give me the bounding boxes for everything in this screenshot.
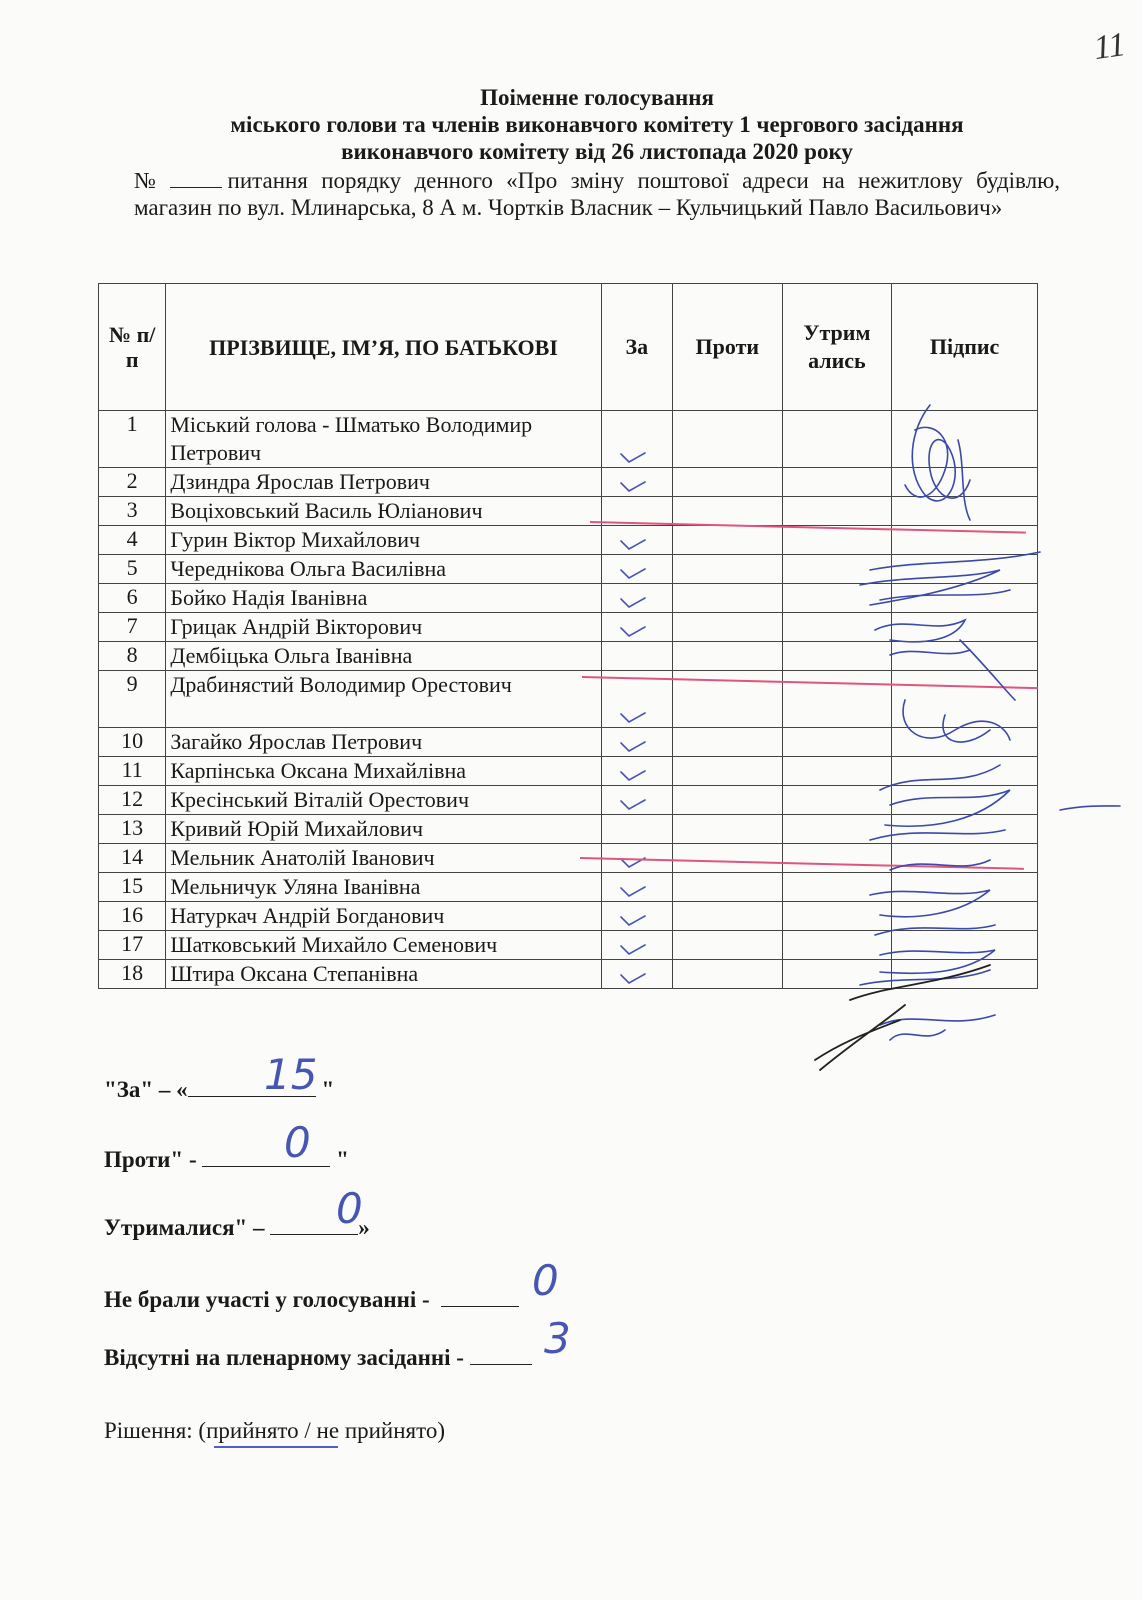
header-abstain: Утрим ались [782, 284, 892, 411]
vote-abstain-cell [782, 497, 892, 526]
table-row [99, 411, 1038, 468]
checkmark-icon [620, 711, 646, 723]
checkmark-icon [620, 567, 646, 579]
row-number: 5 [99, 555, 166, 584]
signature-cell [892, 613, 1038, 642]
signature-cell [892, 786, 1038, 815]
vote-abstain-cell [782, 815, 892, 844]
signature-cell [892, 642, 1038, 671]
totals-against-close: " [330, 1147, 349, 1172]
checkmark-icon [620, 480, 646, 492]
totals-absent-value: 3 [544, 1314, 571, 1363]
agenda-number-blank [170, 169, 222, 188]
vote-against-cell [673, 411, 783, 468]
member-name: Мельничук Уляна Іванівна [166, 873, 601, 902]
vote-for-cell [601, 526, 672, 555]
totals-for [104, 1050, 335, 1103]
totals-abstain-value: 0 [336, 1184, 363, 1233]
signature-cell [892, 931, 1038, 960]
member-name: Шатковський Михайло Семенович [166, 931, 601, 960]
member-name: Загайко Ярослав Петрович [166, 728, 601, 757]
signature-cell [892, 555, 1038, 584]
row-number: 18 [99, 960, 166, 989]
totals-against-line [202, 1146, 330, 1167]
totals-for-value: 15 [264, 1050, 318, 1099]
vote-for-cell [601, 815, 672, 844]
signature-cell [892, 584, 1038, 613]
totals-against-value: 0 [284, 1118, 311, 1167]
vote-abstain-cell [782, 931, 892, 960]
totals-absent-label: Відсутні на пленарному засіданні - [104, 1345, 464, 1370]
table-row [99, 815, 1038, 844]
totals-against [104, 1118, 349, 1173]
member-name: Кривий Юрій Михайлович [166, 815, 601, 844]
vote-against-cell [673, 555, 783, 584]
vote-abstain-cell [782, 613, 892, 642]
vote-abstain-cell [782, 960, 892, 989]
totals-abstain-label: Утрималися" – [104, 1215, 265, 1240]
vote-against-cell [673, 960, 783, 989]
checkmark-icon [620, 451, 646, 463]
table-row [99, 613, 1038, 642]
member-name: Драбинястий Володимир Орестович [166, 671, 601, 728]
vote-against-cell [673, 497, 783, 526]
vote-against-cell [673, 642, 783, 671]
vote-for-cell [601, 468, 672, 497]
signature-cell [892, 873, 1038, 902]
row-number: 10 [99, 728, 166, 757]
row-number: 16 [99, 902, 166, 931]
header-for: За [601, 284, 672, 411]
vote-against-cell [673, 584, 783, 613]
row-number: 2 [99, 468, 166, 497]
row-number: 1 [99, 411, 166, 468]
totals-for-label: "За" – « [104, 1077, 188, 1102]
row-number: 17 [99, 931, 166, 960]
checkmark-icon [620, 798, 646, 810]
table-row [99, 786, 1038, 815]
vote-for-cell [601, 960, 672, 989]
table-row [99, 584, 1038, 613]
vote-against-cell [673, 902, 783, 931]
vote-abstain-cell [782, 411, 892, 468]
signature-cell [892, 497, 1038, 526]
member-name: Кресінський Віталій Орестович [166, 786, 601, 815]
vote-abstain-cell [782, 757, 892, 786]
row-number: 13 [99, 815, 166, 844]
vote-abstain-cell [782, 786, 892, 815]
vote-abstain-cell [782, 873, 892, 902]
totals-not-voted-line [441, 1286, 519, 1307]
vote-abstain-cell [782, 642, 892, 671]
header-name: ПРІЗВИЩЕ, ІМ’Я, ПО БАТЬКОВІ [166, 284, 601, 411]
signature-cell [892, 757, 1038, 786]
row-number: 8 [99, 642, 166, 671]
table-row [99, 960, 1038, 989]
checkmark-icon [620, 769, 646, 781]
member-name: Воціховський Василь Юліанович [166, 497, 601, 526]
vote-abstain-cell [782, 584, 892, 613]
totals-abstain [104, 1184, 370, 1241]
vote-abstain-cell [782, 902, 892, 931]
checkmark-icon [620, 538, 646, 550]
table-header-row [99, 284, 1038, 411]
member-name: Бойко Надія Іванівна [166, 584, 601, 613]
vote-abstain-cell [782, 555, 892, 584]
vote-for-cell [601, 902, 672, 931]
member-name: Грицак Андрій Вікторович [166, 613, 601, 642]
vote-for-cell [601, 757, 672, 786]
checkmark-icon [620, 972, 646, 984]
vote-against-cell [673, 844, 783, 873]
agenda-text: питання порядку денного «Про зміну поштової адреси на нежитлову будівлю, магазин по вул. Млинарська, 8 А м. Чортків Власник – Кульчицький Павло Васильович» [134, 168, 1061, 220]
checkmark-icon [620, 943, 646, 955]
document-header [134, 84, 1060, 221]
decision-underline [214, 1446, 338, 1448]
checkmark-icon [620, 740, 646, 752]
agenda-number-sign: № [134, 168, 164, 193]
vote-abstain-cell [782, 468, 892, 497]
table-row [99, 902, 1038, 931]
totals-abstain-close: » [358, 1215, 370, 1240]
table-row [99, 873, 1038, 902]
member-name: Череднікова Ольга Василівна [166, 555, 601, 584]
title-line-2: міського голови та членів виконавчого комітету 1 чергового засідання [230, 112, 964, 137]
table-row [99, 728, 1038, 757]
member-name: Міський голова - Шматько Володимир Петрович [166, 411, 601, 468]
vote-for-cell [601, 584, 672, 613]
vote-against-cell [673, 757, 783, 786]
row-number: 9 [99, 671, 166, 728]
member-name: Карпінська Оксана Михайлівна [166, 757, 601, 786]
title-line-1: Поіменне голосування [480, 85, 714, 110]
vote-against-cell [673, 728, 783, 757]
vote-for-cell [601, 555, 672, 584]
table-row [99, 844, 1038, 873]
vote-against-cell [673, 873, 783, 902]
signature-cell [892, 960, 1038, 989]
vote-against-cell [673, 931, 783, 960]
totals-absent [104, 1314, 571, 1371]
agenda-item [134, 167, 1060, 221]
header-against: Проти [673, 284, 783, 411]
table-row [99, 468, 1038, 497]
vote-for-cell [601, 613, 672, 642]
header-num: № п/п [99, 284, 166, 411]
title-line-3: виконавчого комітету від 26 листопада 2020 року [341, 139, 853, 164]
vote-abstain-cell [782, 844, 892, 873]
table-row [99, 555, 1038, 584]
row-number: 11 [99, 757, 166, 786]
checkmark-icon [620, 914, 646, 926]
vote-abstain-cell [782, 728, 892, 757]
table-row [99, 757, 1038, 786]
member-name: Мельник Анатолій Іванович [166, 844, 601, 873]
signature-cell [892, 411, 1038, 468]
vote-against-cell [673, 526, 783, 555]
row-number: 14 [99, 844, 166, 873]
page-mark: 11 [1091, 25, 1128, 68]
totals-not-voted-value: 0 [532, 1256, 559, 1305]
vote-against-cell [673, 613, 783, 642]
vote-against-cell [673, 815, 783, 844]
table-row [99, 931, 1038, 960]
vote-against-cell [673, 786, 783, 815]
vote-for-cell [601, 873, 672, 902]
vote-against-cell [673, 468, 783, 497]
header-signature: Підпис [892, 284, 1038, 411]
totals-absent-line [470, 1344, 532, 1365]
signature-cell [892, 902, 1038, 931]
signature-cell [892, 815, 1038, 844]
signature-cell [892, 671, 1038, 728]
vote-for-cell [601, 642, 672, 671]
table-row [99, 642, 1038, 671]
row-number: 4 [99, 526, 166, 555]
table-row [99, 671, 1038, 728]
member-name: Гурин Віктор Михайлович [166, 526, 601, 555]
member-name: Дзиндра Ярослав Петрович [166, 468, 601, 497]
vote-for-cell [601, 786, 672, 815]
member-name: Штира Оксана Степанівна [166, 960, 601, 989]
signature-cell [892, 728, 1038, 757]
totals-not-voted [104, 1256, 559, 1313]
row-number: 6 [99, 584, 166, 613]
checkmark-icon [620, 885, 646, 897]
decision-text: Рішення: (прийнято / не прийнято) [104, 1418, 446, 1443]
member-name: Дембіцька Ольга Іванівна [166, 642, 601, 671]
row-number: 7 [99, 613, 166, 642]
checkmark-icon [620, 625, 646, 637]
signature-cell [892, 468, 1038, 497]
vote-for-cell [601, 931, 672, 960]
checkmark-icon [620, 596, 646, 608]
row-number: 15 [99, 873, 166, 902]
vote-for-cell [601, 728, 672, 757]
vote-abstain-cell [782, 671, 892, 728]
table-row [99, 497, 1038, 526]
vote-for-cell [601, 411, 672, 468]
totals-decision [104, 1418, 445, 1444]
totals-not-voted-label: Не брали участі у голосуванні - [104, 1287, 430, 1312]
row-number: 3 [99, 497, 166, 526]
roll-call-table [98, 283, 1038, 989]
row-number: 12 [99, 786, 166, 815]
totals-for-close: " [315, 1077, 335, 1102]
totals-against-label: Проти" - [104, 1147, 197, 1172]
member-name: Натуркач Андрій Богданович [166, 902, 601, 931]
